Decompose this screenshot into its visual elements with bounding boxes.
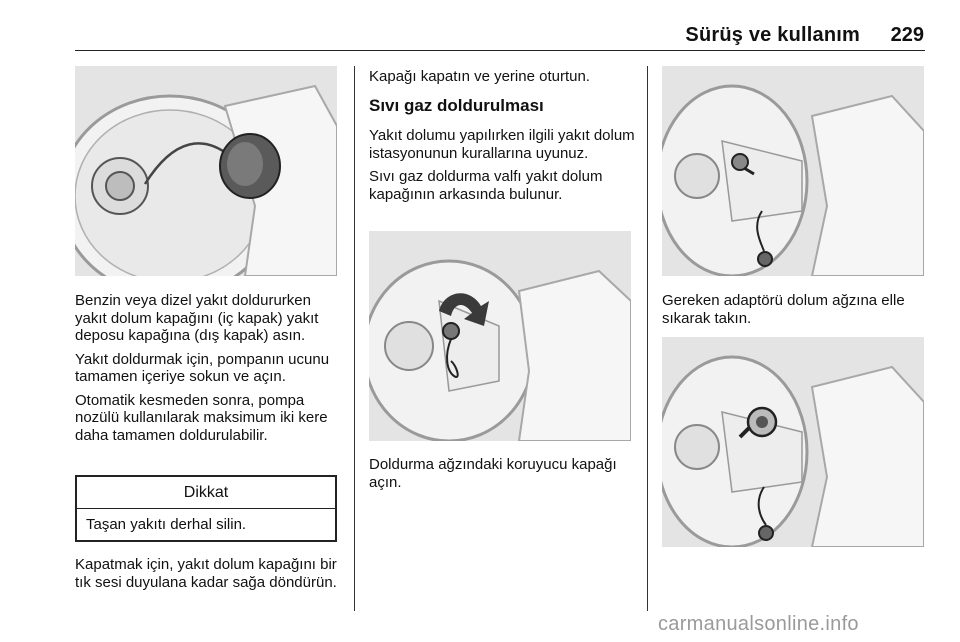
notice-text: Taşan yakıtı derhal silin.: [86, 516, 247, 533]
figure-filler-neck: [662, 66, 924, 276]
watermark: carmanualsonline.info: [658, 613, 859, 635]
column2-text: [369, 127, 639, 209]
notice-box: [75, 475, 337, 542]
notice-title: Dikkat: [77, 477, 335, 509]
page-header-title: Sürüş ve kullanım: [685, 24, 860, 46]
paragraph: Otomatik kesmeden sonra, pompa nozülü kullanılarak maksimum iki kere daha tamamen doldurulabilir.: [75, 391, 328, 444]
paragraph: Yakıt doldurmak için, pompanın ucunu tamamen içeriye sokun ve açın.: [75, 350, 330, 385]
figure-fuel-cap-hung: [75, 66, 337, 276]
figure-caption: [369, 456, 639, 497]
column1-text: [75, 292, 343, 450]
header-rule: [75, 50, 925, 51]
paragraph: Yakıt dolumu yapılırken ilgili yakıt dolum istasyonunun kurallarına uyunuz.: [369, 127, 635, 162]
page-number: 229: [890, 24, 924, 46]
paragraph: Benzin veya dizel yakıt doldururken yakıt dolum kapağını (iç kapak) yakıt deposu kapağına (dış kapak) asın.: [75, 292, 319, 344]
column-divider-left: [354, 66, 355, 611]
figure-adapter-fitted: [662, 337, 924, 547]
column2-intro: [369, 68, 639, 92]
paragraph: Kapatmak için, yakıt dolum kapağını bir tık sesi duyulana kadar sağa döndürün.: [75, 556, 337, 591]
paragraph: Gereken adaptörü dolum ağzına elle sıkarak takın.: [662, 292, 905, 327]
figure-protective-cap-open: [369, 231, 631, 441]
column-divider-right: [647, 66, 648, 611]
paragraph: Sıvı gaz doldurma valfı yakıt dolum kapağının arkasında bulunur.: [369, 168, 603, 203]
paragraph: Doldurma ağzındaki koruyucu kapağı açın.: [369, 456, 617, 491]
paragraph: Kapağı kapatın ve yerine oturtun.: [369, 68, 590, 85]
column3-caption: [662, 292, 932, 333]
column1-closing-text: [75, 556, 343, 597]
section-heading: Sıvı gaz doldurulması: [369, 96, 544, 115]
